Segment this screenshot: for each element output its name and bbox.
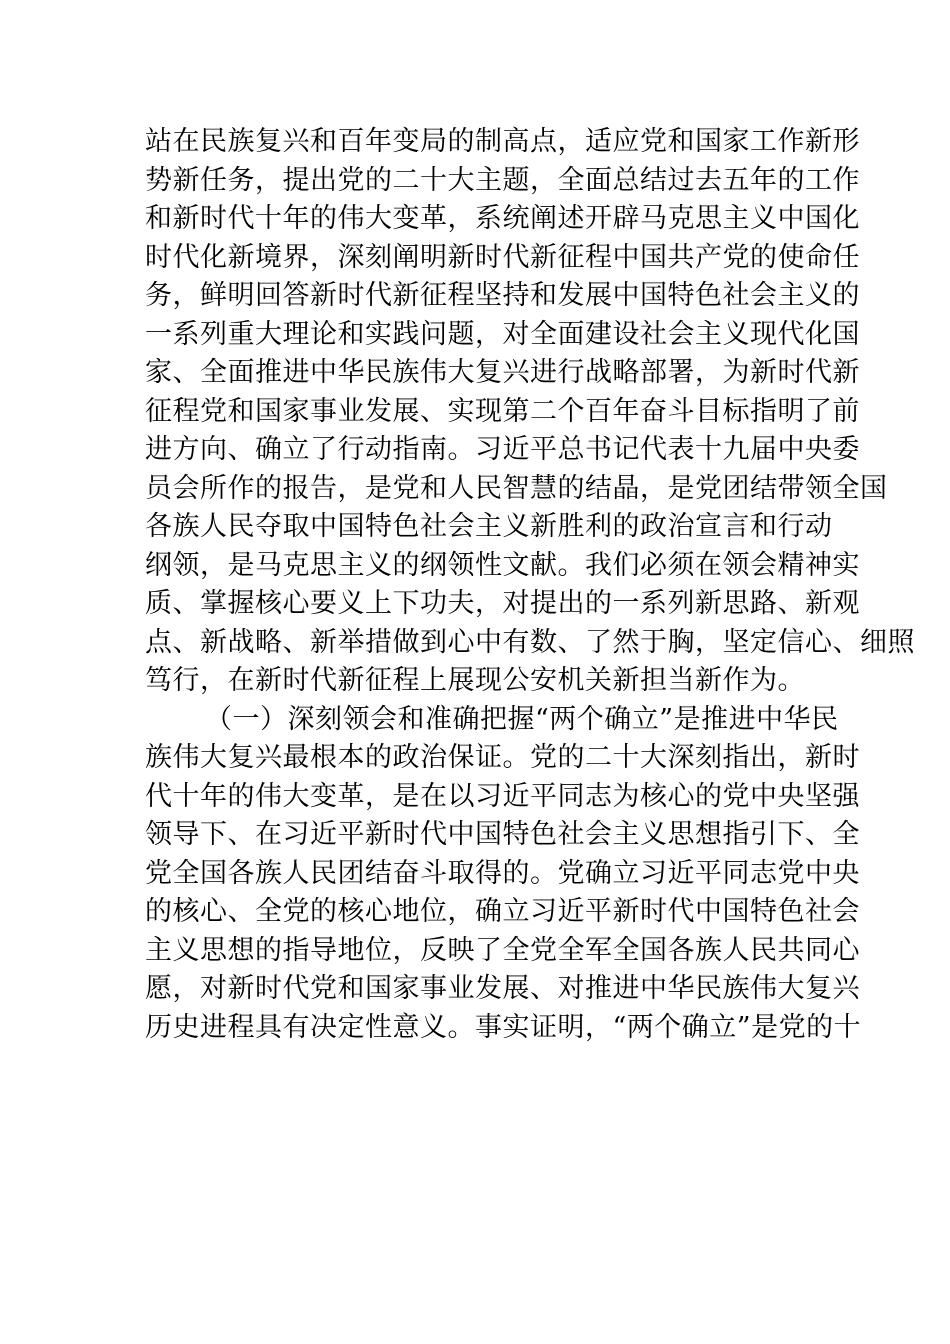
- text-line: 党全国各族人民团结奋斗取得的。党确立习近平同志党中央: [145, 857, 860, 889]
- text-line: 纲领，是马克思主义的纲领性文献。我们必须在领会精神实: [145, 549, 860, 581]
- text-line: 势新任务，提出党的二十大主题，全面总结过去五年的工作: [145, 164, 860, 196]
- text-line: 族伟大复兴最根本的政治保证。党的二十大深刻指出，新时: [145, 742, 860, 773]
- text-line: 点、新战略、新举措做到心中有数、了然于胸，坚定信心、细照: [145, 626, 915, 658]
- text-line: 务，鲜明回答新时代新征程坚持和发展中国特色社会主义的: [145, 280, 860, 311]
- section-heading-line: （一）深刻领会和准确把握“两个确立”是推进中华民: [205, 703, 839, 735]
- text-line: 主义思想的指导地位，反映了全党全军全国各族人民共同心: [145, 934, 860, 966]
- text-line: 一系列重大理论和实践问题，对全面建设社会主义现代化国: [145, 318, 860, 350]
- text-line: 站在民族复兴和百年变局的制高点，适应党和国家工作新形: [145, 126, 860, 157]
- text-line: 进方向、确立了行动指南。习近平总书记代表十九届中央委: [145, 434, 860, 465]
- paragraph-2: [145, 701, 862, 1048]
- paragraph-1: [145, 123, 915, 701]
- text-line: 的核心、全党的核心地位，确立习近平新时代中国特色社会: [145, 896, 860, 927]
- text-line: 员会所作的报告，是党和人民智慧的结晶，是党团结带领全国: [145, 472, 888, 504]
- text-line: 领导下、在习近平新时代中国特色社会主义思想指引下、全: [145, 819, 860, 850]
- text-line: 家、全面推进中华民族伟大复兴进行战略部署，为新时代新: [145, 357, 860, 388]
- text-line: 历史进程具有决定性意义。事实证明，“两个确立”是党的十: [145, 1011, 862, 1043]
- text-line: 时代化新境界，深刻阐明新时代新征程中国共产党的使命任: [145, 241, 860, 273]
- text-line: 质、掌握核心要义上下功夫，对提出的一系列新思路、新观: [145, 588, 860, 619]
- text-line: 愿，对新时代党和国家事业发展、对推进中华民族伟大复兴: [145, 973, 860, 1004]
- body-text: [145, 123, 915, 1047]
- text-line: 和新时代十年的伟大变革，系统阐述开辟马克思主义中国化: [145, 203, 860, 234]
- text-line: 代十年的伟大变革，是在以习近平同志为核心的党中央坚强: [145, 780, 860, 812]
- text-line: 笃行，在新时代新征程上展现公安机关新担当新作为。: [145, 665, 805, 696]
- text-line: 各族人民夺取中国特色社会主义新胜利的政治宣言和行动: [145, 511, 833, 542]
- text-line: 征程党和国家事业发展、实现第二个百年奋斗目标指明了前: [145, 395, 860, 427]
